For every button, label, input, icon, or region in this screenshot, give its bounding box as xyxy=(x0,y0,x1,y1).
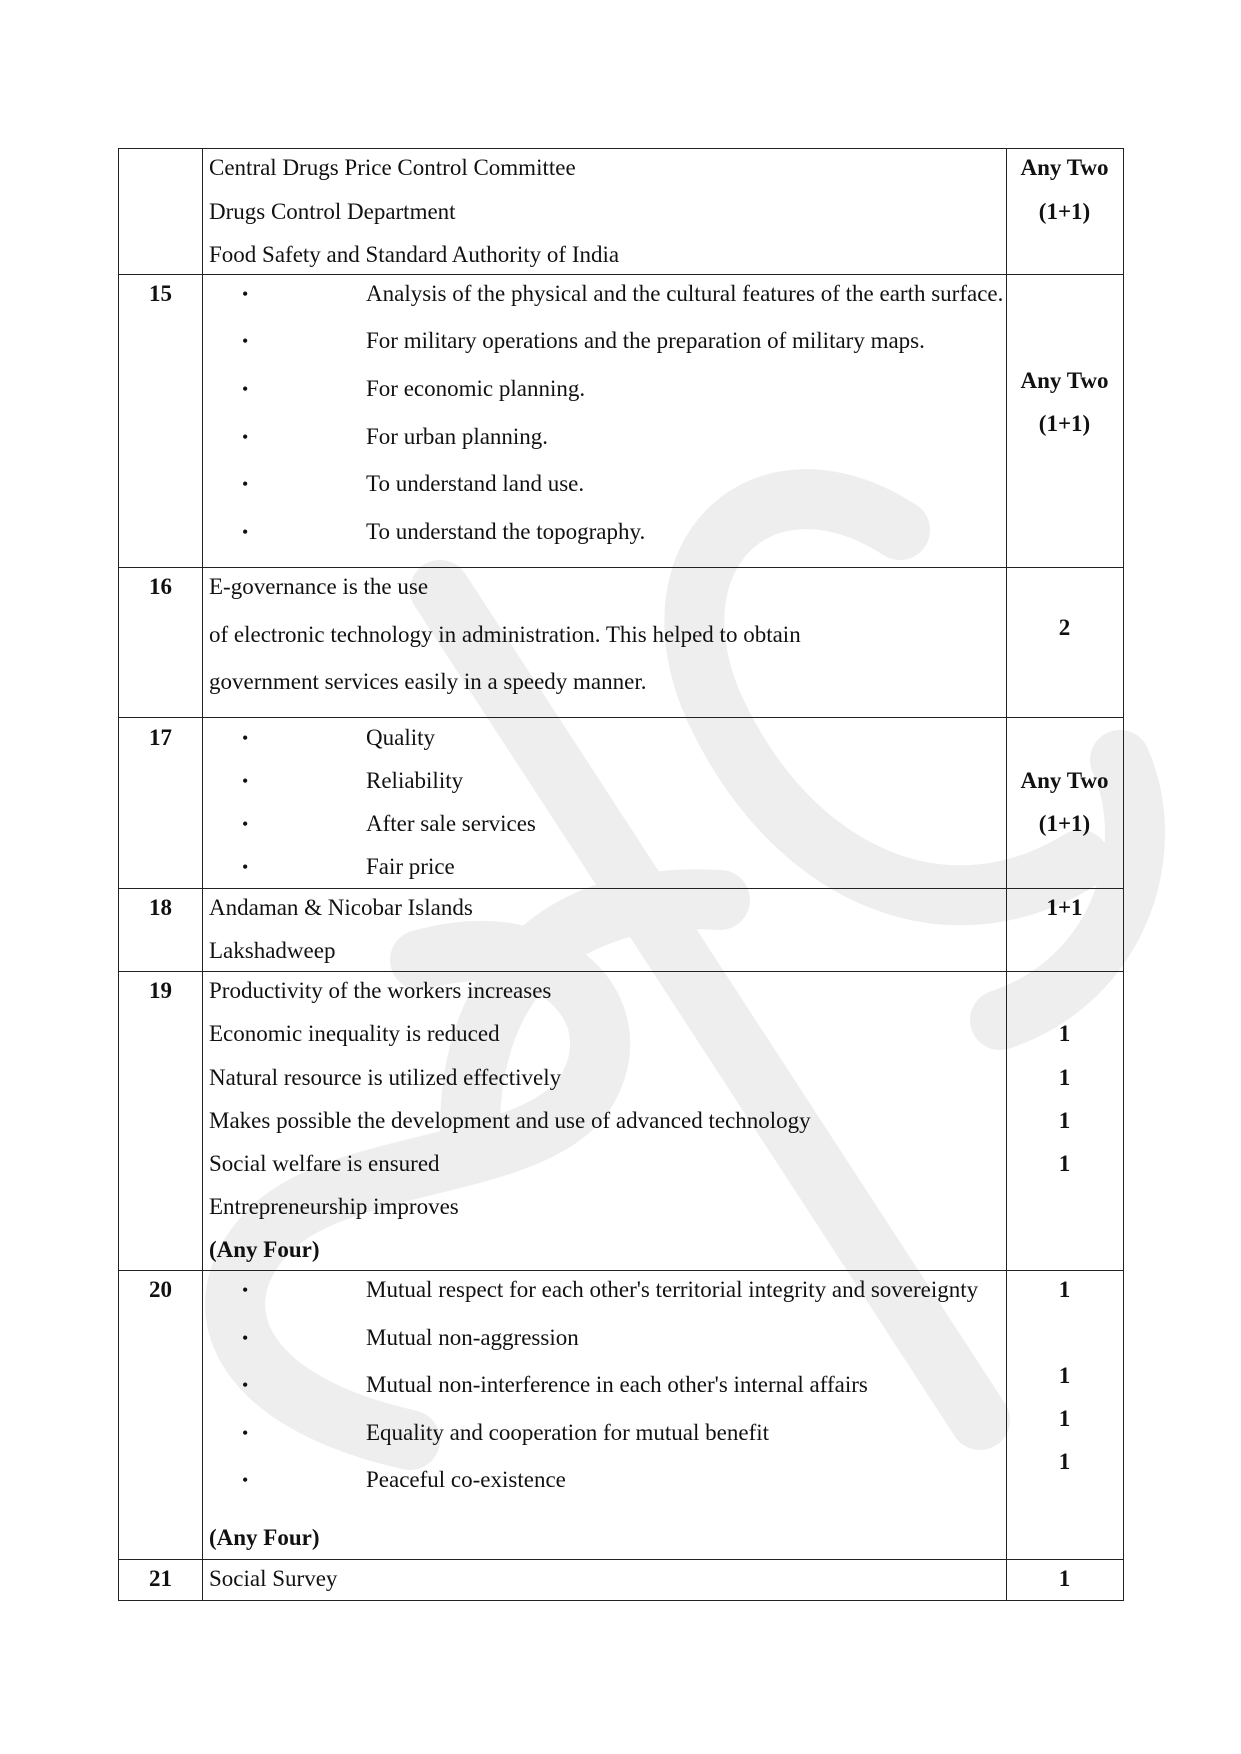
question-number: 16 xyxy=(149,574,172,599)
bullet-icon: • xyxy=(242,522,249,542)
marks: Any Two xyxy=(1020,155,1109,180)
table-row xyxy=(118,972,1124,1271)
question-number: 15 xyxy=(149,281,172,306)
marks: 1 xyxy=(1058,1108,1071,1133)
answer-line: Peaceful co-existence xyxy=(366,1467,566,1492)
answer-line: Mutual respect for each other's territorial integrity and sovereignty xyxy=(366,1277,979,1302)
marks: 1 xyxy=(1058,1363,1071,1388)
marks: 1 xyxy=(1058,1065,1071,1090)
marks: 1 xyxy=(1058,1151,1071,1176)
marks: 1 xyxy=(1058,1021,1071,1046)
bullet-icon: • xyxy=(242,1280,249,1300)
answer-line: Central Drugs Price Control Committee xyxy=(209,155,576,180)
marks: Any Two xyxy=(1020,368,1109,393)
answer-note: (Any Four) xyxy=(209,1237,320,1262)
answer-line: Social welfare is ensured xyxy=(209,1151,440,1176)
question-number: 18 xyxy=(149,895,172,920)
question-number: 20 xyxy=(149,1277,172,1302)
bullet-icon: • xyxy=(242,857,249,877)
bullet-icon: • xyxy=(242,728,249,748)
bullet-icon: • xyxy=(242,1423,249,1443)
answer-line: Fair price xyxy=(366,854,455,879)
answer-line: Makes possible the development and use of advanced technology xyxy=(209,1108,811,1133)
answer-line: To understand the topography. xyxy=(366,519,646,544)
bullet-icon: • xyxy=(242,284,249,304)
marks: 1+1 xyxy=(1046,895,1083,920)
answer-line: Drugs Control Department xyxy=(209,199,456,224)
answer-line: Productivity of the workers increases xyxy=(209,978,552,1003)
answer-line: Mutual non-aggression xyxy=(366,1325,579,1350)
answer-line: of electronic technology in administration. This helped to obtain xyxy=(209,622,801,647)
bullet-icon: • xyxy=(242,1328,249,1348)
answer-line: Quality xyxy=(366,725,435,750)
marks: (1+1) xyxy=(1038,811,1091,836)
answer-line: Food Safety and Standard Authority of India xyxy=(209,242,620,267)
answer-line: Lakshadweep xyxy=(209,938,336,963)
answer-line: Reliability xyxy=(366,768,464,793)
marks: 1 xyxy=(1058,1277,1071,1302)
answer-line: After sale services xyxy=(366,811,536,836)
answer-line: Social Survey xyxy=(209,1566,338,1591)
marks: Any Two xyxy=(1020,768,1109,793)
marks: (1+1) xyxy=(1038,411,1091,436)
answer-line: Entrepreneurship improves xyxy=(209,1194,459,1219)
table-row xyxy=(118,718,1124,889)
answer-line: Analysis of the physical and the cultural features of the earth surface. xyxy=(366,281,1004,306)
answer-line: Andaman & Nicobar Islands xyxy=(209,895,473,920)
answer-line: To understand land use. xyxy=(366,471,585,496)
bullet-icon: • xyxy=(242,331,249,351)
answer-line: Mutual non-interference in each other's internal affairs xyxy=(366,1372,868,1397)
marks: 1 xyxy=(1058,1449,1071,1474)
answer-line: Natural resource is utilized effectively xyxy=(209,1065,562,1090)
bullet-icon: • xyxy=(242,1470,249,1490)
table-row xyxy=(118,275,1124,568)
bullet-icon: • xyxy=(242,771,249,791)
question-number: 17 xyxy=(149,725,172,750)
answer-line: government services easily in a speedy manner. xyxy=(209,669,647,694)
bullet-icon: • xyxy=(242,379,249,399)
answer-line: Economic inequality is reduced xyxy=(209,1021,500,1046)
marks: (1+1) xyxy=(1038,199,1091,224)
answer-line: For urban planning. xyxy=(366,424,549,449)
bullet-icon: • xyxy=(242,474,249,494)
answer-line: For military operations and the preparation of military maps. xyxy=(366,328,925,353)
bullet-icon: • xyxy=(242,427,249,447)
table-row xyxy=(118,889,1124,972)
answer-line: Equality and cooperation for mutual benefit xyxy=(366,1420,770,1445)
table-row xyxy=(118,1560,1124,1601)
answer-line: E-governance is the use xyxy=(209,574,429,599)
table-row xyxy=(118,1271,1124,1560)
bullet-icon: • xyxy=(242,1375,249,1395)
marks: 1 xyxy=(1058,1566,1071,1591)
bullet-icon: • xyxy=(242,814,249,834)
table-row xyxy=(118,568,1124,718)
marks: 2 xyxy=(1058,615,1071,640)
table-row xyxy=(118,148,1124,275)
question-number: 21 xyxy=(149,1566,172,1591)
marks: 1 xyxy=(1058,1406,1071,1431)
answer-line: For economic planning. xyxy=(366,376,586,401)
answer-note: (Any Four) xyxy=(209,1525,320,1550)
question-number: 19 xyxy=(149,978,172,1003)
